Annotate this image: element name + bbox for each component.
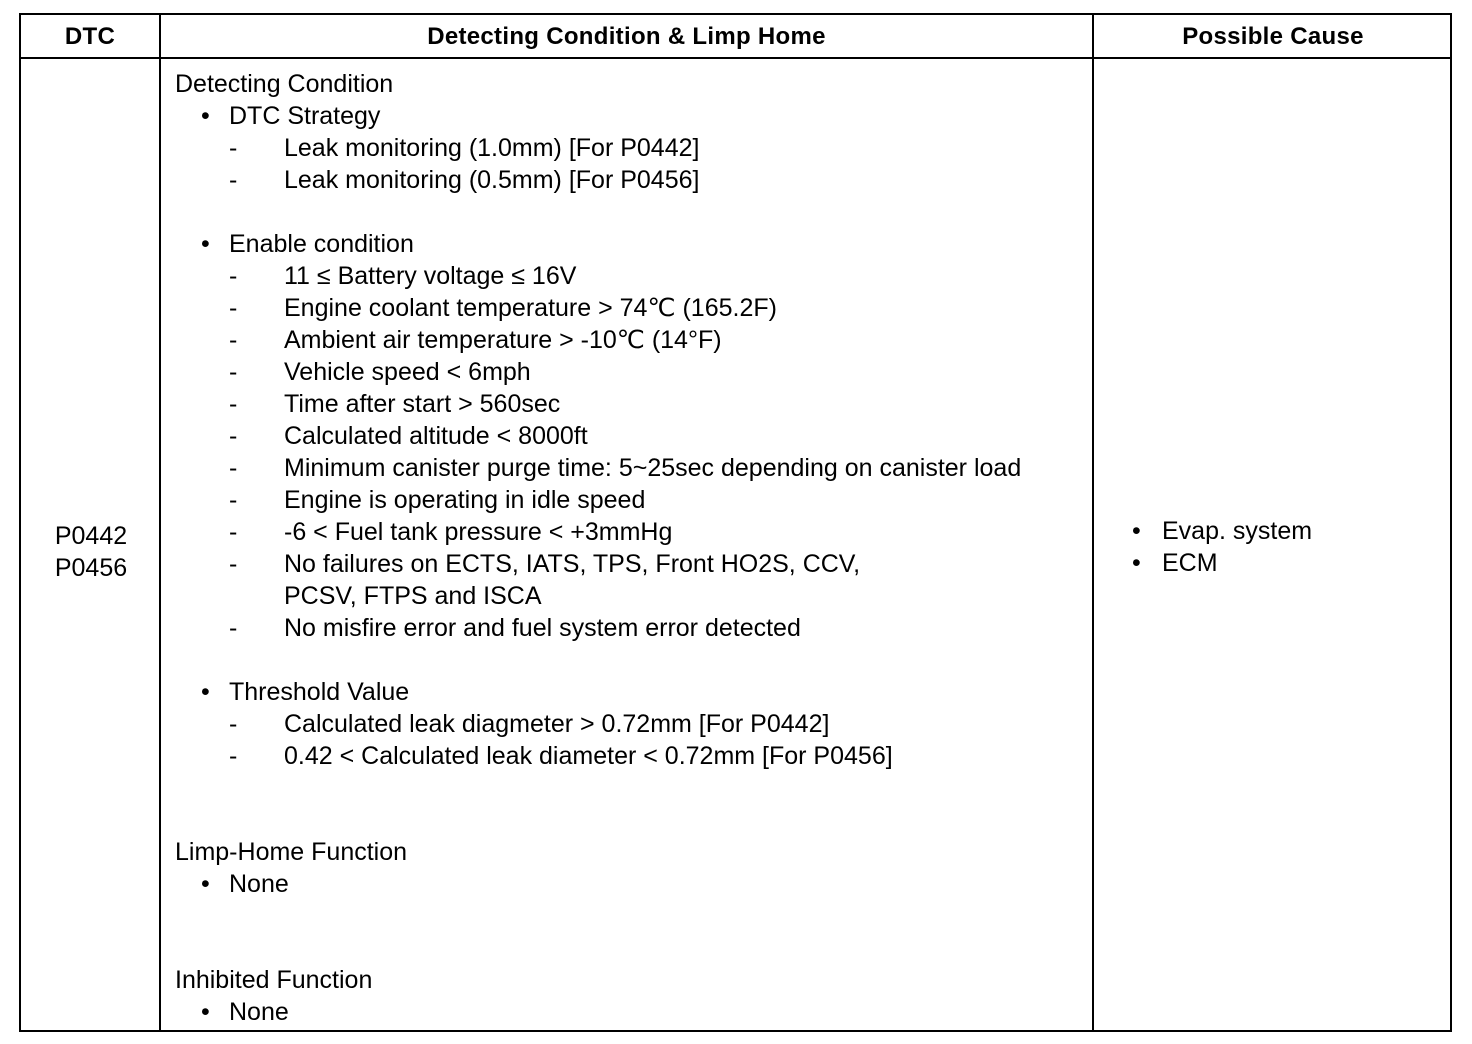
bullet-icon: • bbox=[1132, 549, 1141, 577]
list-item bbox=[175, 324, 1095, 356]
limp-home-title: Limp-Home Function bbox=[175, 838, 408, 866]
dash-icon: - bbox=[229, 262, 238, 290]
dash-icon: - bbox=[229, 614, 238, 642]
enable-label: Enable condition bbox=[229, 230, 414, 258]
list-item bbox=[175, 388, 1095, 420]
dash-icon: - bbox=[229, 550, 238, 578]
dash-icon: - bbox=[229, 710, 238, 738]
dash-icon: - bbox=[229, 358, 238, 386]
dash-icon: - bbox=[229, 486, 238, 514]
list-item-text: Calculated altitude < 8000ft bbox=[284, 422, 588, 450]
list-item bbox=[175, 132, 1095, 164]
dtc-code: P0442 bbox=[54, 522, 128, 550]
cause-text: Evap. system bbox=[1162, 517, 1313, 545]
list-item bbox=[175, 292, 1095, 324]
inhibited-item: None bbox=[229, 998, 289, 1026]
list-item-text: Vehicle speed < 6mph bbox=[284, 358, 531, 386]
dtc-codes bbox=[21, 520, 161, 584]
cause-item bbox=[1132, 547, 1312, 579]
header-cause: Possible Cause bbox=[1182, 23, 1364, 50]
dash-icon: - bbox=[229, 134, 238, 162]
list-item bbox=[175, 452, 1095, 484]
dash-icon: - bbox=[229, 422, 238, 450]
bullet-icon: • bbox=[201, 230, 210, 258]
list-item-text: 11 ≤ Battery voltage ≤ 16V bbox=[284, 262, 577, 290]
bullet-icon: • bbox=[1132, 517, 1141, 545]
header-dtc: DTC bbox=[64, 23, 116, 50]
inhibited-title: Inhibited Function bbox=[175, 966, 373, 994]
dash-icon: - bbox=[229, 518, 238, 546]
dtc-code: P0456 bbox=[54, 554, 128, 582]
cause-item bbox=[1132, 515, 1312, 547]
list-item bbox=[175, 612, 1095, 644]
dash-icon: - bbox=[229, 390, 238, 418]
bullet-icon: • bbox=[201, 102, 210, 130]
threshold-bullet bbox=[175, 676, 1095, 708]
list-item bbox=[175, 164, 1095, 196]
list-item-text: Engine is operating in idle speed bbox=[284, 486, 646, 514]
list-item-text: -6 < Fuel tank pressure < +3mmHg bbox=[284, 518, 673, 546]
limp-home-item: None bbox=[229, 870, 289, 898]
dash-icon: - bbox=[229, 166, 238, 194]
dash-icon: - bbox=[229, 294, 238, 322]
limp-home-bullet bbox=[175, 868, 1095, 900]
detecting-condition-title: Detecting Condition bbox=[175, 70, 394, 98]
list-item-text: Leak monitoring (1.0mm) [For P0442] bbox=[284, 134, 700, 162]
threshold-label: Threshold Value bbox=[229, 678, 410, 706]
cause-column bbox=[1132, 515, 1312, 579]
bullet-icon: • bbox=[201, 998, 210, 1026]
list-item bbox=[175, 708, 1095, 740]
bullet-icon: • bbox=[201, 870, 210, 898]
dtc-table bbox=[19, 13, 1452, 1032]
strategy-label: DTC Strategy bbox=[229, 102, 381, 130]
list-item-text: No misfire error and fuel system error detected bbox=[284, 614, 801, 642]
list-item-text: No failures on ECTS, IATS, TPS, Front HO2S, CCV, bbox=[284, 550, 861, 578]
list-item bbox=[175, 420, 1095, 452]
list-item-continuation bbox=[175, 580, 1095, 612]
condition-column bbox=[175, 68, 1095, 1028]
list-item bbox=[175, 740, 1095, 772]
strategy-bullet bbox=[175, 100, 1095, 132]
list-item-text: Time after start > 560sec bbox=[284, 390, 561, 418]
list-item-text: Calculated leak diagmeter > 0.72mm [For P0442] bbox=[284, 710, 830, 738]
dash-icon: - bbox=[229, 742, 238, 770]
dash-icon: - bbox=[229, 326, 238, 354]
header-condition: Detecting Condition & Limp Home bbox=[427, 23, 826, 50]
list-item bbox=[175, 260, 1095, 292]
list-item bbox=[175, 484, 1095, 516]
inhibited-bullet bbox=[175, 996, 1095, 1028]
list-item bbox=[175, 516, 1095, 548]
list-item-text: Ambient air temperature > -10℃ (14°F) bbox=[284, 326, 722, 354]
list-item-text: Leak monitoring (0.5mm) [For P0456] bbox=[284, 166, 700, 194]
list-item-text: PCSV, FTPS and ISCA bbox=[284, 582, 542, 610]
list-item bbox=[175, 548, 1095, 580]
list-item bbox=[175, 356, 1095, 388]
cause-text: ECM bbox=[1162, 549, 1218, 577]
bullet-icon: • bbox=[201, 678, 210, 706]
list-item-text: Engine coolant temperature > 74℃ (165.2F) bbox=[284, 294, 777, 322]
dash-icon: - bbox=[229, 454, 238, 482]
list-item-text: 0.42 < Calculated leak diameter < 0.72mm [For P0456] bbox=[284, 742, 893, 770]
enable-bullet bbox=[175, 228, 1095, 260]
list-item-text: Minimum canister purge time: 5~25sec depending on canister load bbox=[284, 454, 1022, 482]
